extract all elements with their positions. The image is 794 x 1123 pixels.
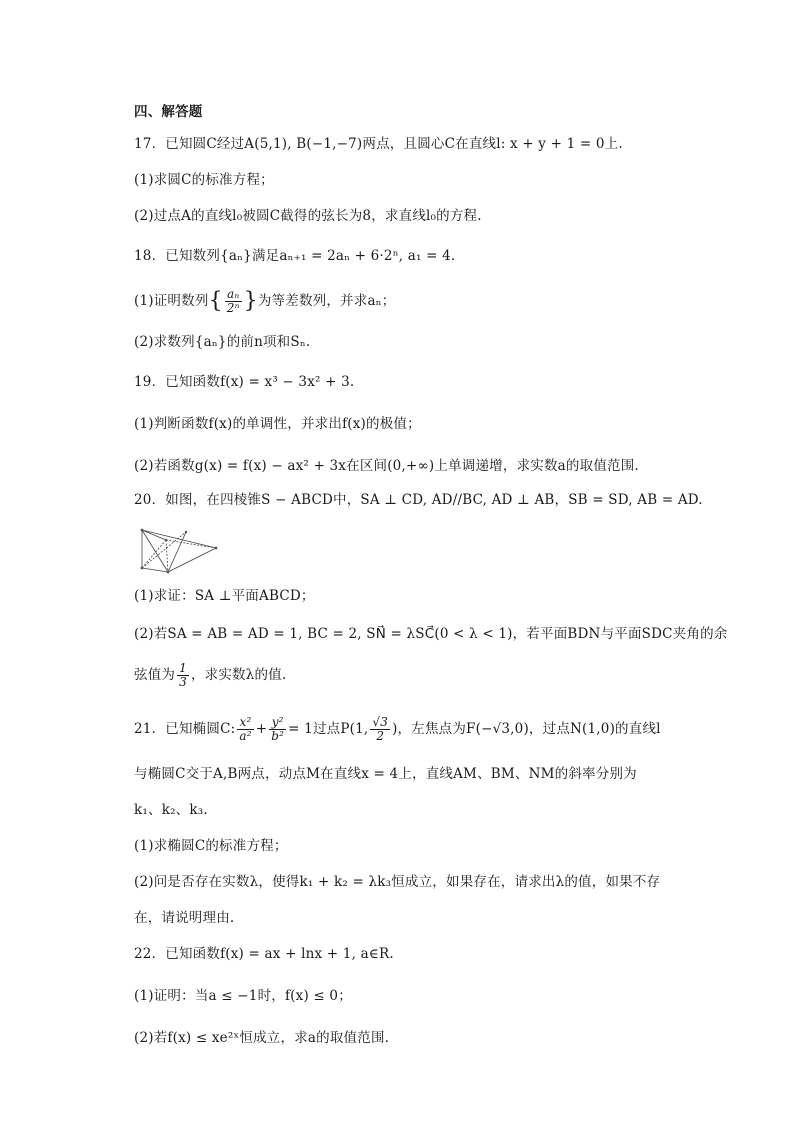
q19-stem: 19．已知函数f(x) = x³ − 3x² + 3. xyxy=(134,374,355,390)
q21-stem: 21．已知椭圆C: $\frac{\text{x²}}{\text{a²}}$ + $\frac{\text{y²}}{\text{b²}}$ = 1过点P(1, $\frac{√3}{2}$ )，左焦点为F(−√3,0)，过点N(1,0)的直线l xyxy=(134,715,661,743)
pyramid-diagram-icon xyxy=(136,524,222,574)
q18-part1: (1)证明数列{ $\frac{\text{aₙ}}{\text{2ⁿ}}$ }为等差数列，并求aₙ； xyxy=(134,287,396,315)
q21-line2: 与椭圆C交于A,B两点，动点M在直线x = 4上，直线AM、BM、NM的斜率分别为 xyxy=(134,766,637,782)
q20-stem: 20．如图，在四棱锥S − ABCD中，SA ⊥ CD, AD//BC, AD ⊥ AB，SB = SD, AB = AD. xyxy=(134,492,703,508)
q21-fraction-x: $\frac{\text{x²}}{\text{a²}}$ xyxy=(239,715,252,743)
q18-fraction: $\frac{\text{aₙ}}{\text{2ⁿ}}$ xyxy=(226,287,240,315)
q22-stem: 22．已知函数f(x) = ax + lnx + 1, a∈R. xyxy=(134,946,394,962)
q20-part1: (1)求证：SA ⊥平面ABCD； xyxy=(134,588,315,604)
q20-part2: (2)若SA = AB = AD = 1, BC = 2, SN⃗ = λSC⃗(0 < λ < 1)，若平面BDN与平面SDC夹角的余 xyxy=(134,626,728,642)
q21-part1: (1)求椭圆C的标准方程； xyxy=(134,838,288,854)
section-title: 四、解答题 xyxy=(134,104,203,120)
q22-part2: (2)若f(x) ≤ xe²ˣ恒成立，求a的取值范围. xyxy=(134,1030,390,1046)
q21-part2: (2)问是否存在实数λ，使得k₁ + k₂ = λk₃恒成立，如果存在，请求出λ的值，如果不存 xyxy=(134,874,661,890)
q22-part1: (1)证明：当a ≤ −1时，f(x) ≤ 0； xyxy=(134,988,352,1004)
q21-part2-cont: 在，请说明理由. xyxy=(134,910,235,926)
q20-fraction: $\frac{1}{3}$ xyxy=(179,661,187,689)
q21-fraction-y: $\frac{\text{y²}}{\text{b²}}$ xyxy=(271,715,285,743)
q18-part1-pre: (1)证明数列 xyxy=(134,293,209,309)
q18-stem: 18．已知数列{aₙ}满足aₙ₊₁ = 2aₙ + 6·2ⁿ, a₁ = 4. xyxy=(134,248,456,264)
q17-part1: (1)求圆C的标准方程； xyxy=(134,172,274,188)
q20-part2-cont: 弦值为 $\frac{1}{3}$ ，求实数λ的值. xyxy=(134,661,287,689)
q17-stem: 17．已知圆C经过A(5,1), B(−1,−7)两点，且圆心C在直线l: x + y + 1 = 0上. xyxy=(134,136,623,152)
q18-part1-post: 为等差数列，并求aₙ； xyxy=(257,293,396,309)
q18-part2: (2)求数列{aₙ}的前n项和Sₙ. xyxy=(134,334,311,350)
q19-part1: (1)判断函数f(x)的单调性，并求出f(x)的极值； xyxy=(134,416,421,432)
q17-part2: (2)过点A的直线l₀被圆C截得的弦长为8，求直线l₀的方程. xyxy=(134,208,482,224)
q21-line3: k₁、k₂、k₃. xyxy=(134,802,208,818)
q21-fraction-p: $\frac{√3}{2}$ xyxy=(372,715,389,743)
q19-part2: (2)若函数g(x) = f(x) − ax² + 3x在区间(0,+∞)上单调递增，求实数a的取值范围. xyxy=(134,458,639,474)
